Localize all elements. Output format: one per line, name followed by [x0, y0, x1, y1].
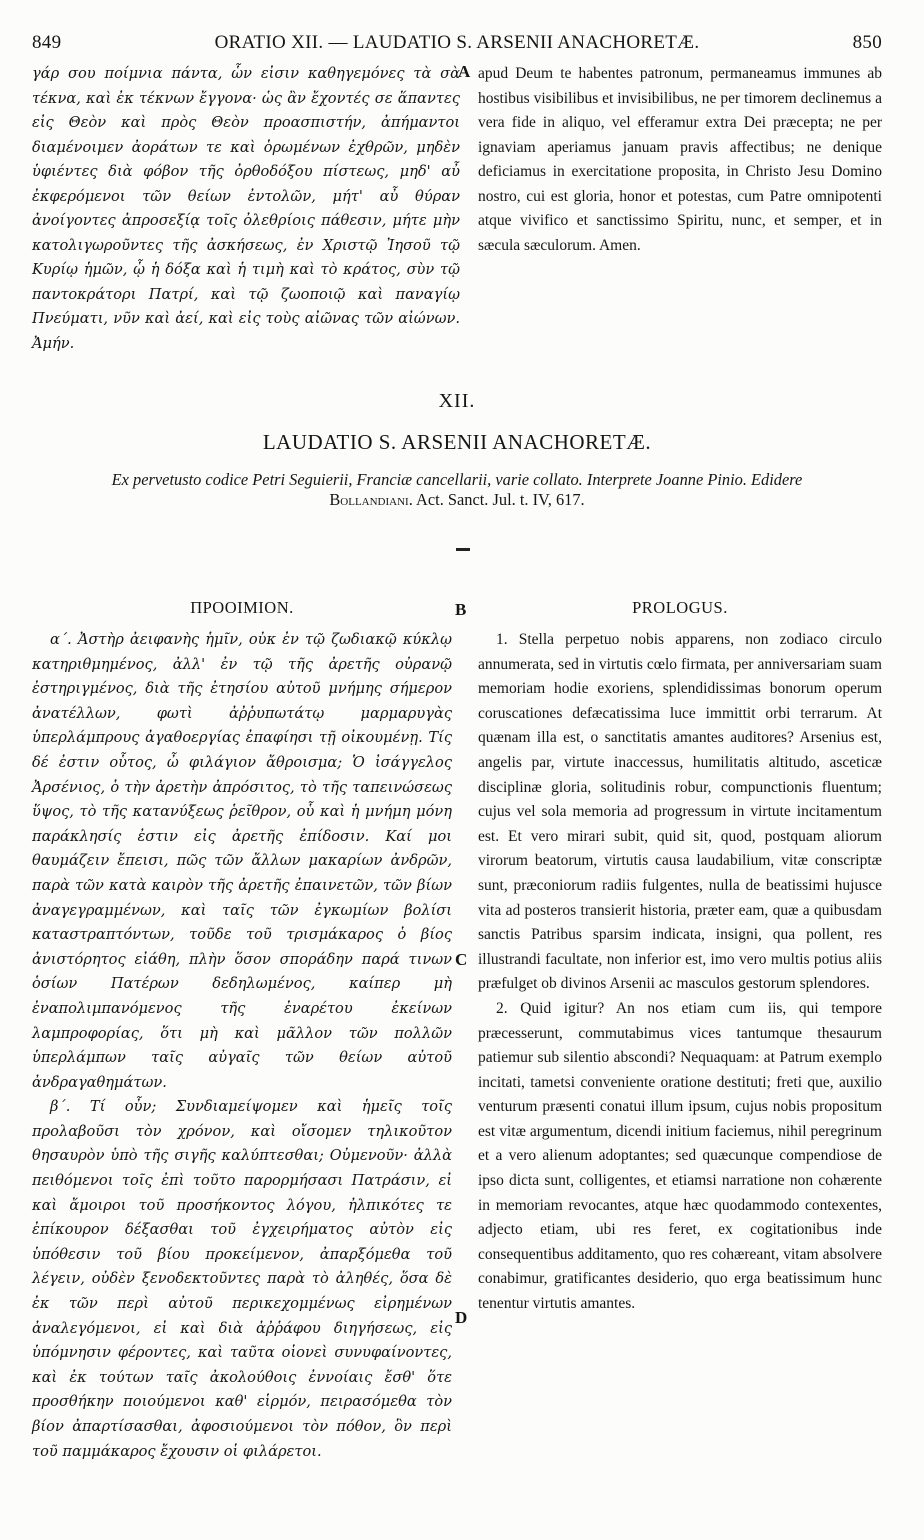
top-latin-text: apud Deum te habentes patronum, permaneamus immunes ab hostibus visibilibus et invisibilibus, ne per timorem declinemus a vera fide in aliquo, vel efferamur extra Dei præcepta; ne per ignaviam aperiamus januam pravis affectibus; ne denique deficiamus in exercitatione proposita, in Christo Jesu Domino nostro, cui est gloria, honor et potestas, cum Patre omnipotenti atque vivifico et sanctissimo Spiritu, nunc, et semper, et in sæcula sæculorum. Amen. — [478, 65, 882, 254]
section-title: LAUDATIO S. ARSENII ANACHORETÆ. — [262, 430, 652, 454]
source-reference: . Act. Sanct. Jul. t. IV, 617. — [408, 490, 585, 509]
latin-paragraph-2: 2. Quid igitur? An nos etiam cum iis, qui tempore præcesserunt, commutabimus vices tantumque thesaurum patiemur sub silentio abscondi? Nequaquam: at Patrum exemplo incitati, tametsi conveniente oratione destituti; freti que, auxilio venturum præsenti conatui illum ipsum, cujus nobis propositum est vitæ argumentum, dicendi initium faciemus, nihil peregrinum et a vero alienum adoptantes; sed quæcunque compendiose de ipso dicta sunt, colligentes, et etiamsi narratione non cohærente in memoriam revocantes, atque hæc quodammodo contexentes, adjecto etiam, ubi res feret, ex cogitationibus inde consequentibus additamento, quo res cohæreant, vitam absolvere conabimur, gratificantes desiderio, quo erga beatissimum hunc tenentur virtutis amantes. — [478, 999, 882, 1313]
top-latin-column — [478, 62, 882, 258]
top-greek-text: γάρ σου ποίμνια πάντα, ὧν εἰσιν καθηγεμόνες τὰ σὰ τέκνα, καὶ ἐκ τέκνων ἔγγονα· ὡς ἂν ἔχοντές σε ἅπαντες εἰς Θεὸν καὶ πρὸς Θεὸν προασπιστήν, ἀπήμαντοι διαμένοιμεν ἀοράτων τε καὶ ὁρωμένων ἐχθρῶν, μηδὲν ὑφιέντες διὰ φόβον τῆς ὀρθοδόξου πίστεως, μηδ' αὖ ἐκφερόμενοι τῶν θείων ἐντολῶν, μήτ' αὖ θύραν ἀνοίγοντες ἀπροσεξίᾳ τοῖς ὀλεθρίοις πάθεσιν, μήτε μὴν κατολιγωροῦντες τῆς ἀσκήσεως, ἐν Χριστῷ Ἰησοῦ τῷ Κυρίῳ ἡμῶν, ᾧ ἡ δόξα καὶ ἡ τιμὴ καὶ τὸ κράτος, σὺν τῷ παντοκράτορι Πατρί, καὶ τῷ ζωοποιῷ καὶ παναγίῳ Πνεύματι, νῦν καὶ ἀεί, καὶ εἰς τοὺς αἰῶνας τῶν αἰώνων. Ἀμήν. — [32, 65, 460, 352]
margin-marker-d: D — [455, 1308, 468, 1327]
running-title: ORATIO XII. — LAUDATIO S. ARSENII ANACHORETÆ. — [214, 32, 700, 53]
left-page-number: 849 — [32, 32, 62, 53]
margin-marker-c: C — [455, 950, 468, 969]
section-source-note — [32, 470, 882, 510]
top-greek-column — [32, 62, 460, 356]
section-divider — [456, 548, 470, 551]
running-header — [32, 32, 882, 62]
latin-column — [478, 628, 882, 1317]
source-italic: Ex pervetusto codice Petri Seguierii, Franciæ cancellarii, varie collato. Interprete Joanne Pinio. Edidere — [111, 470, 803, 489]
greek-paragraph-1: α΄. Ἀστὴρ ἀειφανὴς ἡμῖν, οὐκ ἐν τῷ ζωδιακῷ κύκλῳ κατηριθμημένος, ἀλλ' ἐν τῷ τῆς ἀρετῆς οὐρανῷ ἐστηριγμένος, διὰ τῆς ἐτησίου αὐτοῦ μνήμης σήμερον ἀνατέλλων, φωτὶ ἀῤῥυπωτάτῳ μαρμαρυγὰς ὑπερλάμπρους ἀγαθοεργίας ἐπαφίησι τῇ οἰκουμένῃ. Τίς δέ ἐστιν οὗτος, ὦ φιλάγιον ἄθροισμα; Ὁ ἰσάγγελος Ἀρσένιος, ὁ τὴν ἀρετὴν ἀπρόσιτος, τὸ τῆς ταπεινώσεως ὕψος, τὸ τῆς κατανύξεως ῥεῖθρον, οὗ καὶ ἡ μνήμη μόνη παράκλησίς ἐστιν εἰς ἀρετῆς ἐπίδοσιν. Καί μοι θαυμάζειν ἔπεισι, πῶς τῶν ἄλλων μακαρίων ἀνδρῶν, παρὰ τῶν κατὰ καιρὸν τῆς ἀρετῆς ἐπαινετῶν, τῶν βίων ἀναγεγραμμένων, καὶ ταῖς τῶν ἐγκωμίων βολίσι καταστραπτόντων, τοῦδε τοῦ τρισμάκαρος ὁ βίος ἀνιστόρητος εἰάθη, πλὴν ὅσον σποράδην παρά τινων ὁσίων Πατέρων δεδηλωμένος, καίπερ μὴ ἐναπολιμπανόμενος τῆς ἐναρέτου ἐκείνων λαμπροφορίας, ὅτι μὴ καὶ μᾶλλον τῶν πολλῶν ὑπερλάμπων ταῖς αὐγαῖς τῶν θείων αὐτοῦ ἀνδραγαθημάτων. — [32, 631, 452, 1091]
source-editors: Bollandiani — [329, 490, 409, 509]
margin-marker-b: B — [455, 600, 467, 619]
greek-column — [32, 628, 452, 1464]
right-page-number: 850 — [852, 32, 882, 53]
greek-heading: ΠΡΟΟΙΜΙΟΝ. — [190, 598, 294, 617]
margin-marker-a: A — [458, 62, 471, 81]
section-number: XII. — [438, 390, 476, 412]
greek-paragraph-2: β΄. Τί οὖν; Συνδιαμείψομεν καὶ ἡμεῖς τοῖς προλαβοῦσι τὸν χρόνον, καὶ οἴσομεν τηλικοῦτον θησαυρὸν ὑπὸ τῆς σιγῆς καλύπτεσθαι; Οὐμενοῦν· ἀλλὰ πειθόμενοι τοῖς ἐπὶ τοῦτο παρορμήσασι Πατράσιν, εἰ καὶ ἄμοιροι τοῦ προσήκοντος λόγου, ἠλπικότες τε ἐπίκουρον δέξασθαι τοῦ ἐγχειρήματος αὐτὸν εἰς ὑπόθεσιν τοῦ βίου προκείμενον, ἀπαρξόμεθα τοῦ λέγειν, οὐδὲν ξενοδεκτοῦντες παρὰ τὸ ἀληθές, ὅσα δὲ ἐκ τῶν περὶ αὐτοῦ περικεχομμένως εἰρημένων ἀναλεγόμενοι, εἰ καὶ διὰ ἀῤῥάφου διηγήσεως, εἰς ὑπόμνησιν φέροντες, καὶ ταῦτα οἱονεὶ συνυφαίνοντες, καὶ ἐκ τούτων ταῖς ἀκολούθοις ἐννοίαις ἔσθ' ὅτε προσθήκην ποιούμενοι καθ' εἱρμόν, πειρασόμεθα τὸν βίον ἀπαρτίσασθαι, ἀφοσιούμενοι τὸν πόθον, ὃν περὶ τοῦ παμμάκαρος ἔχουσιν οἱ φιλάρετοι. — [32, 1098, 452, 1460]
latin-paragraph-1: 1. Stella perpetuo nobis apparens, non zodiaco circulo annumerata, sed in virtutis cœlo firmata, per anniversariam suam memoriam hodie exoriens, splendidissimas bonorum operum coruscationes defæcatissima luce immittit orbi terrarum. At quænam illa est, o sanctitatis amantes auditores? Arsenius est, angelis par, virtute inaccessus, humilitatis altitudo, asceticæ disciplinæ gloria, solitudinis robur, compunctionis fluentum; cujus vel sola memoria ad progressum in virtute incitamentum est. Et vero mirari subit, quid sit, quod, postquam aliorum virorum beatorum, virtutis causa laudabilium, vitæ conscriptæ sunt, præconiorum radiis fulgentes, nulla de beatissimi hujusce vita ad posteros transierit historia, præter eam, quæ a quibusdam sanctis Patribus sparsim indicata, insigni, qua pollent, res illustrandi facultate, non inferior est, imo vero multis potius aliis præfulget ob divinos Arsenii ac masculos gestorum splendores. — [478, 631, 882, 993]
latin-heading: PROLOGUS. — [632, 598, 728, 617]
